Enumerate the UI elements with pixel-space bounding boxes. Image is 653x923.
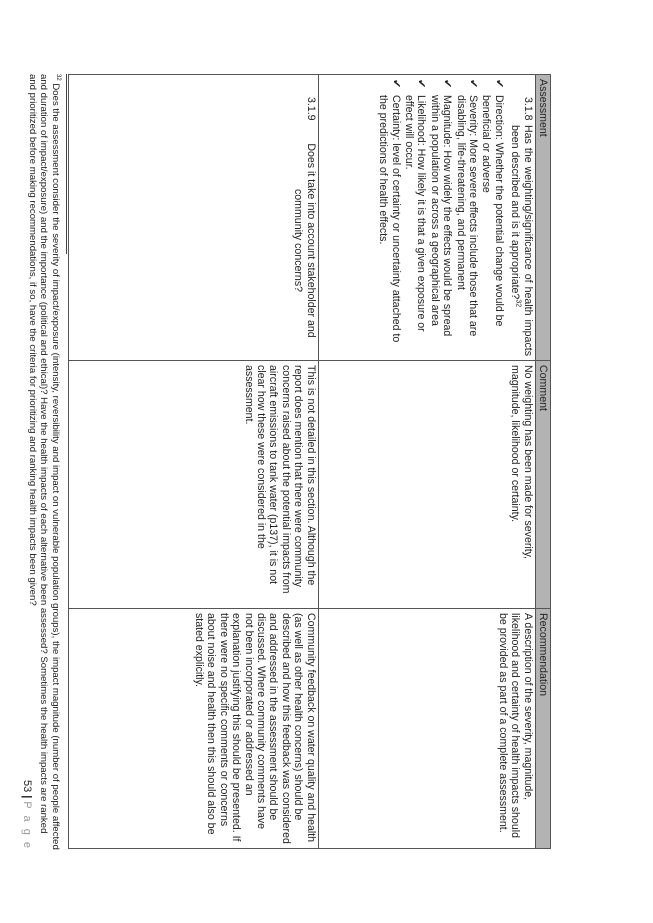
- list-item: ✔ Likelihood: How likely it is that a given exposure or effect will occur.: [402, 79, 428, 332]
- assessment-table: [68, 74, 551, 849]
- assessment-cell: [318, 75, 535, 361]
- page-label: P a g e: [21, 801, 33, 850]
- check-arrow-icon: ✔: [492, 79, 505, 89]
- header-assessment: Assessment: [535, 75, 550, 361]
- question-3-1-9: [292, 79, 317, 356]
- recommendation-cell: Community feedback on water quality and health (as well as other health concerns) should be described and how this feedback was considered and addressed in the assessment should be discussed. Where community comments have not been incorporated or addressed an explanation justifying this should be presented. If there were no specific comments or concerns about noise and health then this should also be stated explicitly.: [68, 609, 318, 849]
- check-arrow-icon: ✔: [389, 79, 402, 89]
- assessment-cell: [68, 75, 318, 361]
- comment-cell: This is not detailed in this section. Although the report does mention that there were community concerns raised about the potential impacts from aircraft emissions to tank water (p137), it is not clear how these were considered in the assessment.: [68, 361, 318, 609]
- header-comment: Comment: [535, 361, 550, 609]
- table-header-row: [535, 75, 550, 849]
- question-text: Does it take into account stakeholder and community concerns?: [292, 143, 317, 338]
- recommendation-cell: A description of the severity, magnitude, likelihood and certainty of health impacts should be provided as part of a complete assessment.: [318, 609, 535, 849]
- page-separator: |: [21, 795, 33, 799]
- footnote: [26, 74, 61, 850]
- list-item: ✔ Direction: Whether the potential change would be beneficial or adverse: [480, 79, 505, 327]
- question-text: Has the weighting/significance of health impacts been described and is it appropriate?$^{32}$: [509, 125, 534, 356]
- question-number: 3.1.9: [304, 97, 317, 121]
- list-item: ✔ Magnitude: How widely the effects would be spread within a population or across a geographical area: [428, 79, 454, 337]
- criteria-list: [377, 79, 505, 356]
- footnote-divider: [66, 74, 67, 254]
- table-row: [318, 75, 535, 849]
- check-arrow-icon: ✔: [441, 79, 454, 89]
- footnote-text: Does the assessment consider the severity of impact/exposure (intensity, reversibility and impact on vulnerable population groups), the impact magnitude (number of people affected and duration of impact/exposure) and the importance (political and ethical)? Have the health impacts of each alternative been assessed? Sometimes the health impacts are ranked and prioritized before making recommendations, if so, have the criteria for prioritizing and ranking health impacts been given?: [26, 74, 61, 850]
- list-item: ✔ Severity: More severe effects include those that are disabling, life-threatening, and permanent: [454, 79, 479, 337]
- footnote-ref: 32: [514, 299, 522, 308]
- table-row: [68, 75, 318, 849]
- comment-cell: No weighting has been made for severity, magnitude, likelihood or certainty.: [318, 361, 535, 609]
- check-arrow-icon: ✔: [466, 79, 479, 89]
- list-item: ✔ Certainty: level of certainty or uncertainty attached to the predictions of health effects.: [377, 79, 402, 343]
- header-recommendation: Recommendation: [535, 609, 550, 849]
- question-number: 3.1.8: [521, 97, 534, 121]
- page-number-value: 53: [21, 780, 33, 793]
- question-3-1-8: [509, 79, 534, 356]
- page-number: [21, 780, 33, 850]
- check-arrow-icon: ✔: [415, 79, 428, 89]
- footnote-number: 32: [55, 74, 62, 81]
